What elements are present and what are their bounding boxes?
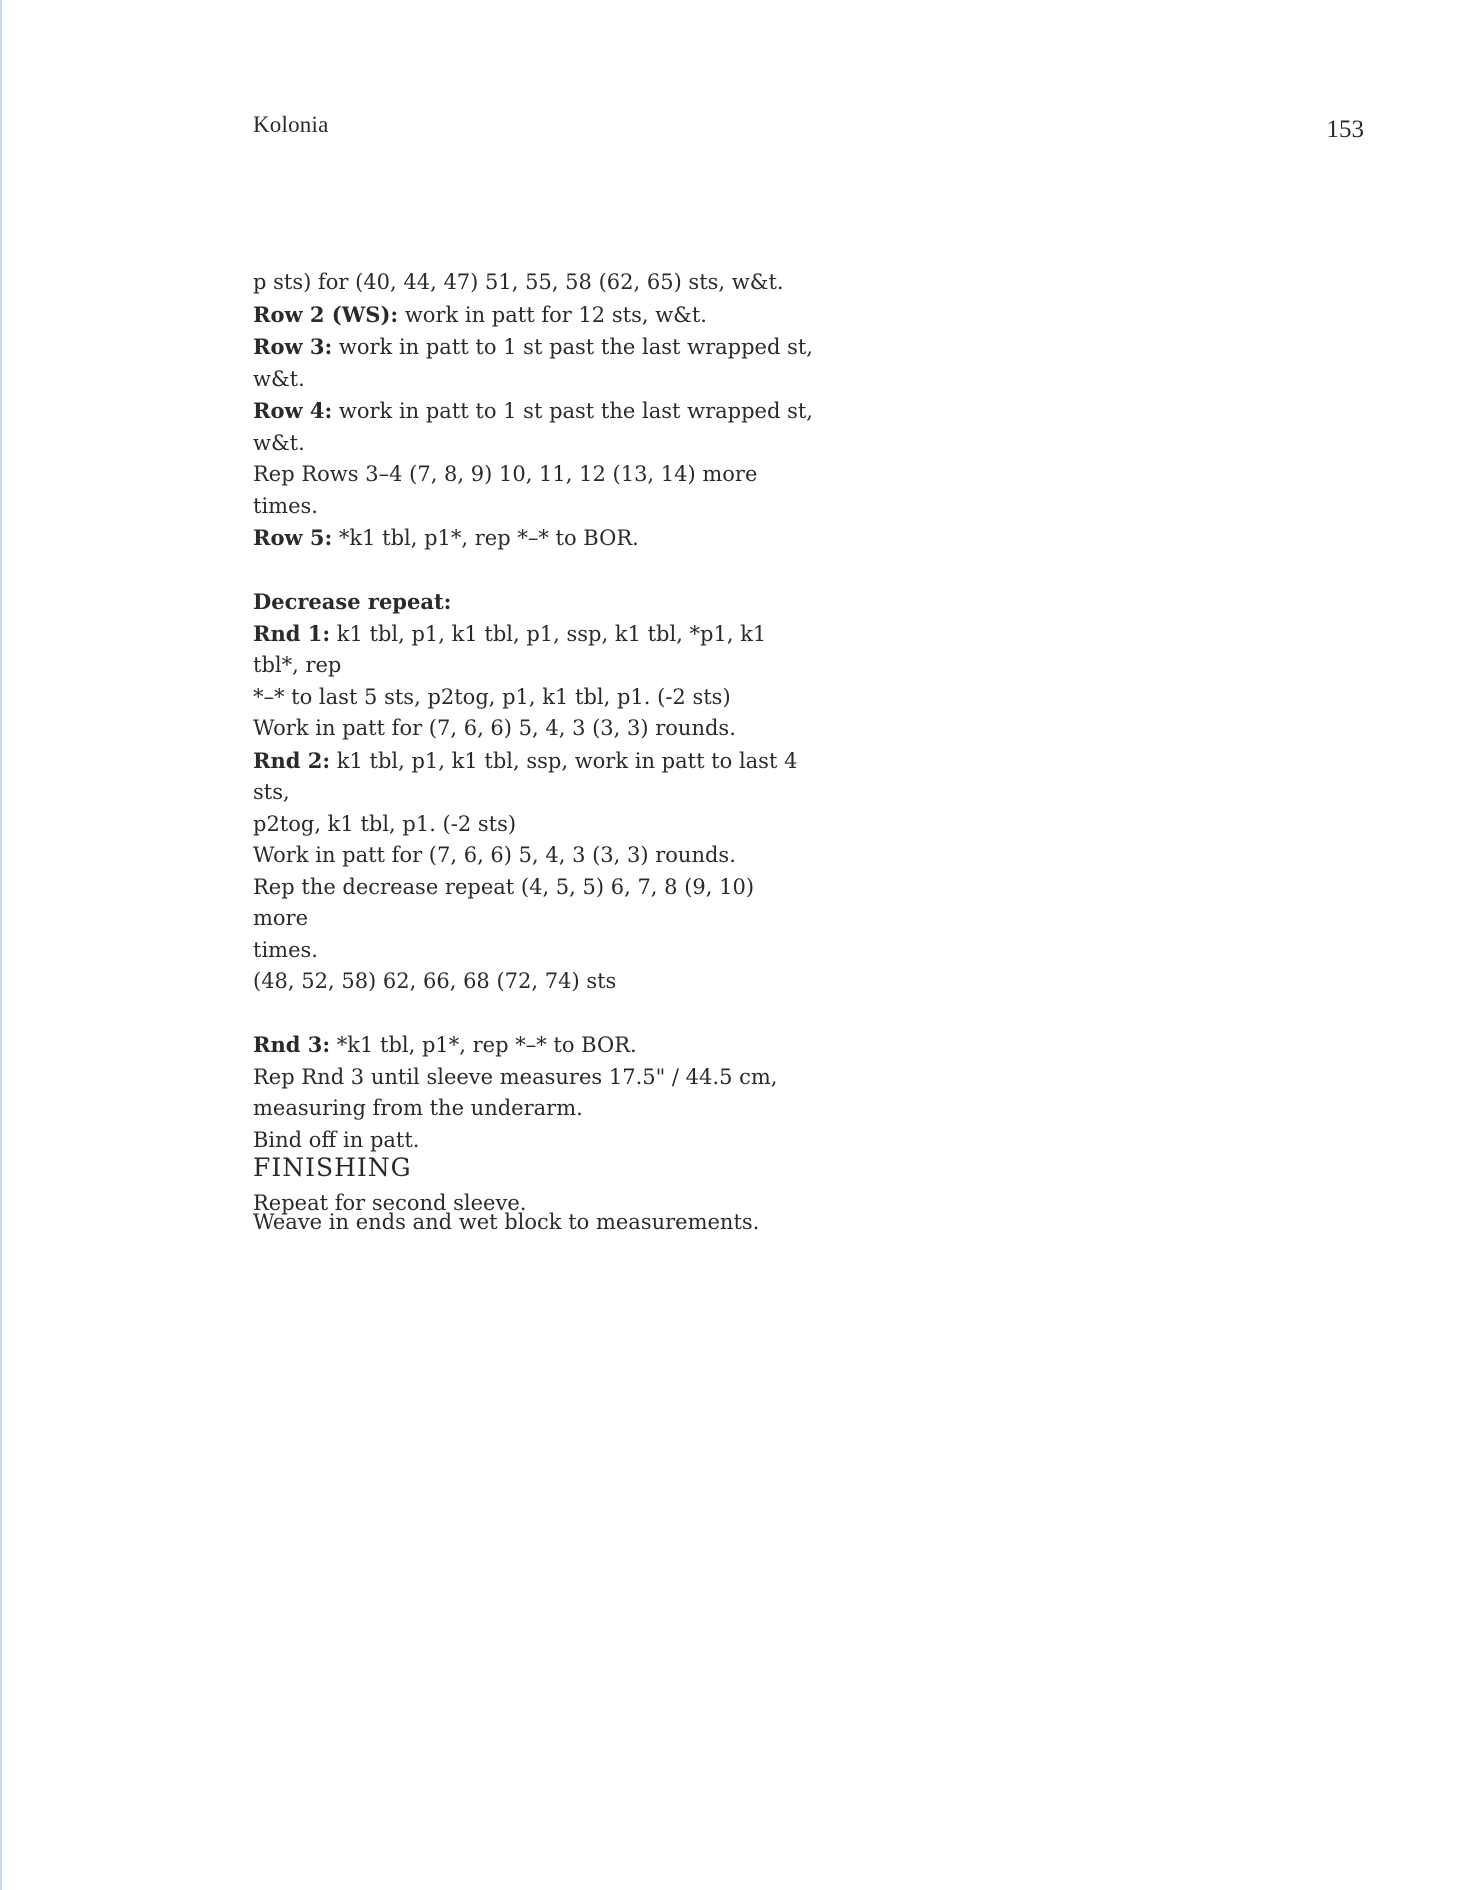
row-4-text: work in patt to 1 st past the last wrapped st, [332,399,813,423]
rep-decrease-continued: times. [253,937,318,962]
row-2-label: Row 2 (WS): [253,301,399,327]
row-2-instruction [253,299,813,332]
rnd-2-continued: p2tog, k1 tbl, p1. (-2 sts) [253,811,517,836]
rnd-3-text: *k1 tbl, p1*, rep *–* to BOR. [330,1033,637,1057]
rep-rows-instruction: Rep Rows 3–4 (7, 8, 9) 10, 11, 12 (13, 14) more times. [253,462,758,518]
page-edge-line [0,0,2,1890]
finishing-instruction: Weave in ends and wet block to measurements. [253,1210,760,1234]
rnd-3-label: Rnd 3: [253,1032,331,1057]
rnd-1-instruction [253,618,813,682]
running-title: Kolonia [253,112,329,137]
short-row-line-1: p sts) for (40, 44, 47) 51, 55, 58 (62, 65) sts, w&t. [253,270,784,294]
rnd-1-continued: *–* to last 5 sts, p2tog, p1, k1 tbl, p1. (-2 sts) [253,684,731,709]
rnd-2-text: k1 tbl, p1, k1 tbl, ssp, work in patt to last 4 sts, [253,748,798,804]
paragraph-gap [253,998,813,1030]
rnd-1-text: k1 tbl, p1, k1 tbl, p1, ssp, k1 tbl, *p1, k1 tbl*, rep [253,621,767,677]
paragraph-gap [253,555,813,587]
decrease-repeat-heading: Decrease repeat: [253,589,452,614]
rep-rnd-3-continued: measuring from the underarm. [253,1096,583,1120]
second-sleeve-instruction: Repeat for second sleeve. [253,1190,527,1215]
row-5-instruction [253,522,813,555]
work-in-patt-1: Work in patt for (7, 6, 6) 5, 4, 3 (3, 3) rounds. [253,716,736,740]
row-4-instruction [253,395,813,428]
rnd-1-label: Rnd 1: [253,620,331,646]
row-3-continued: w&t. [253,366,305,391]
row-5-text: *k1 tbl, p1*, rep *–* to BOR. [332,526,639,550]
rnd-2-instruction [253,745,813,809]
pattern-body [253,267,813,1219]
row-4-continued: w&t. [253,430,305,455]
page-number: 153 [1326,116,1364,143]
work-in-patt-2: Work in patt for (7, 6, 6) 5, 4, 3 (3, 3) rounds. [253,843,736,867]
row-2-text: work in patt for 12 sts, w&t. [398,302,707,327]
row-3-instruction [253,331,813,364]
bind-off-instruction: Bind off in patt. [253,1127,420,1152]
rep-decrease-instruction: Rep the decrease repeat (4, 5, 5) 6, 7, 8 (9, 10) more [253,874,755,930]
row-3-text: work in patt to 1 st past the last wrapped st, [332,335,813,359]
rep-rnd-3-instruction: Rep Rnd 3 until sleeve measures 17.5" / 44.5 cm, [253,1064,778,1089]
stitch-count: (48, 52, 58) 62, 66, 68 (72, 74) sts [253,969,617,993]
rnd-3-instruction [253,1029,813,1062]
finishing-heading: FINISHING [253,1153,412,1182]
row-5-label: Row 5: [253,525,333,550]
row-3-label: Row 3: [253,334,333,359]
row-4-label: Row 4: [253,398,333,423]
rnd-2-label: Rnd 2: [253,747,331,773]
